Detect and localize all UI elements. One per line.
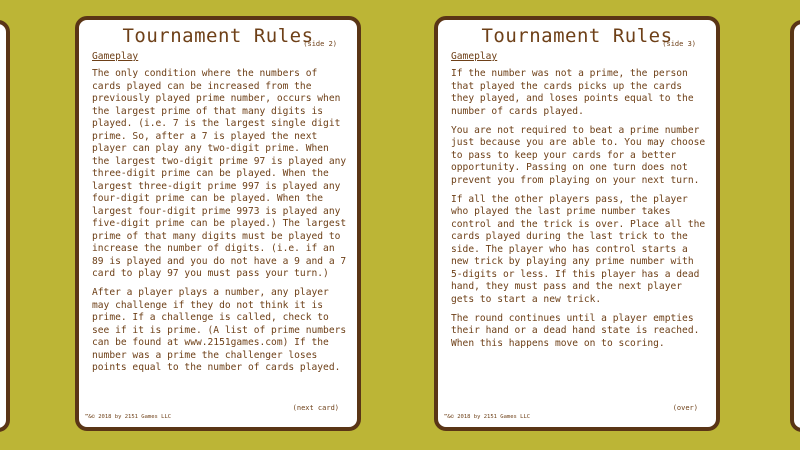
rule-paragraph: The round continues until a player empties their hand or a dead hand state is reached. When this happens move on to scoring. [451,312,700,349]
rules-card-side-2 [75,16,361,431]
partial-card-left [0,20,10,432]
card-side-label: (side 2) [303,40,337,48]
copyright-footer: ™&© 2018 by 2151 Games LLC [85,414,172,420]
copyright-footer: ™&© 2018 by 2151 Games LLC [444,414,531,420]
over-note: (over) [672,404,698,412]
card-body [451,68,710,357]
partial-card-right [790,20,800,432]
rule-paragraph: You are not required to beat a prime number just because you are able to. You may choose to pass to keep your cards for a better opportunity. Passing on one turn does not prevent you from playing on your next turn. [451,124,706,186]
card-side-label: (side 3) [662,40,696,48]
rule-paragraph: If the number was not a prime, the person that played the cards picks up the cards they played, and loses points equal to the number of cards played. [451,68,694,117]
rule-paragraph: After a player plays a number, any player may challenge if they do not think it is prime. If a challenge is called, check to see if it is prime. (A list of prime numbers can be found at www.2151games.com) If the number was a prime the challenger loses points equal to the number of cards played. [92,287,347,373]
card-body [92,68,351,381]
section-heading: Gameplay [92,51,139,62]
card-title: Tournament Rules [122,25,314,47]
rules-card-side-3 [434,16,720,431]
rule-paragraph: If all the other players pass, the player who played the last prime number takes control and the trick is over. Place all the cards played during the last trick to the side. The player who has control starts a new trick by playing any prime number with 5-digits or less. If this player has a dead hand, they must pass and the next player gets to start a new trick. [451,193,706,305]
rule-paragraph: The only condition where the numbers of cards played can be increased from the previously played prime number, occurs when the largest prime of that many digits is played. (i.e. 7 is the largest single digit prime. So, after a 7 is played the next player can play any two-digit prime. When the largest two-digit prime 97 is played any three-digit prime can be played. When the largest three-digit prime 997 is played any four-digit prime can be played. When the largest four-digit prime 9973 is played any five-digit prime can be played.) The largest prime of that many digits must be played to increase the number of digits. (i.e. if an 89 is played and you do not have a 9 and a 7 card to play 97 you must pass your turn.) [92,68,347,279]
next-card-note: (next card) [292,404,339,412]
section-heading: Gameplay [451,51,498,62]
card-title: Tournament Rules [481,25,673,47]
